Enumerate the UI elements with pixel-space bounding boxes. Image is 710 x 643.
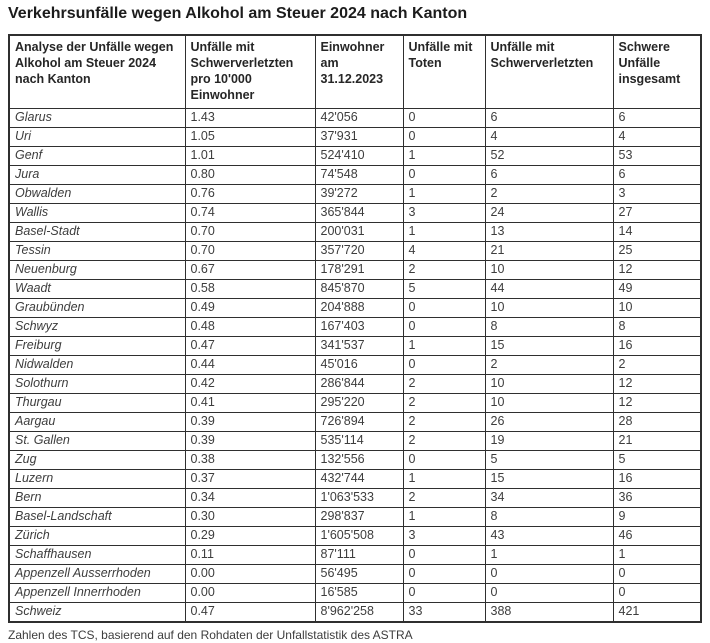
cell-unfaelle-schwerverletzte: 13 [485, 223, 613, 242]
cell-unfaelle-schwerverletzte: 26 [485, 413, 613, 432]
cell-unfaelle-tote: 2 [403, 375, 485, 394]
cell-einwohner: 341'537 [315, 337, 403, 356]
col-header-analyse-kanton: Analyse der Unfälle wegen Alkohol am Steuer 2024 nach Kanton [9, 35, 185, 109]
cell-schwere-unfaelle: 6 [613, 109, 701, 128]
cell-unfaelle-tote: 5 [403, 280, 485, 299]
cell-schwere-unfaelle: 421 [613, 603, 701, 623]
cell-kanton: Zürich [9, 527, 185, 546]
cell-rate-per-10000: 0.11 [185, 546, 315, 565]
cell-unfaelle-schwerverletzte: 10 [485, 261, 613, 280]
cell-einwohner: 726'894 [315, 413, 403, 432]
cell-kanton: Wallis [9, 204, 185, 223]
cell-unfaelle-schwerverletzte: 44 [485, 280, 613, 299]
table-row [9, 337, 701, 356]
cell-schwere-unfaelle: 16 [613, 470, 701, 489]
cell-kanton: Appenzell Ausserrhoden [9, 565, 185, 584]
cell-rate-per-10000: 1.05 [185, 128, 315, 147]
cell-unfaelle-schwerverletzte: 6 [485, 166, 613, 185]
cell-unfaelle-schwerverletzte: 4 [485, 128, 613, 147]
cell-einwohner: 845'870 [315, 280, 403, 299]
cell-unfaelle-tote: 0 [403, 565, 485, 584]
cell-unfaelle-tote: 33 [403, 603, 485, 623]
table-row [9, 242, 701, 261]
cell-unfaelle-tote: 2 [403, 413, 485, 432]
cell-einwohner: 8'962'258 [315, 603, 403, 623]
cell-unfaelle-schwerverletzte: 2 [485, 356, 613, 375]
cell-rate-per-10000: 0.42 [185, 375, 315, 394]
accidents-by-canton-table [8, 34, 702, 623]
cell-schwere-unfaelle: 9 [613, 508, 701, 527]
cell-einwohner: 524'410 [315, 147, 403, 166]
cell-schwere-unfaelle: 53 [613, 147, 701, 166]
cell-rate-per-10000: 0.00 [185, 584, 315, 603]
cell-einwohner: 298'837 [315, 508, 403, 527]
header-row [9, 35, 701, 109]
cell-unfaelle-tote: 1 [403, 337, 485, 356]
cell-unfaelle-tote: 0 [403, 451, 485, 470]
cell-unfaelle-schwerverletzte: 10 [485, 299, 613, 318]
cell-einwohner: 295'220 [315, 394, 403, 413]
cell-schwere-unfaelle: 0 [613, 584, 701, 603]
table-row [9, 204, 701, 223]
cell-unfaelle-schwerverletzte: 0 [485, 584, 613, 603]
cell-rate-per-10000: 0.70 [185, 242, 315, 261]
table-row [9, 280, 701, 299]
table-row [9, 603, 701, 623]
cell-unfaelle-tote: 3 [403, 527, 485, 546]
cell-schwere-unfaelle: 3 [613, 185, 701, 204]
cell-unfaelle-tote: 2 [403, 432, 485, 451]
cell-unfaelle-tote: 0 [403, 356, 485, 375]
cell-schwere-unfaelle: 8 [613, 318, 701, 337]
cell-unfaelle-schwerverletzte: 6 [485, 109, 613, 128]
cell-einwohner: 1'063'533 [315, 489, 403, 508]
cell-kanton: Uri [9, 128, 185, 147]
table-row [9, 128, 701, 147]
cell-kanton: Bern [9, 489, 185, 508]
cell-unfaelle-tote: 1 [403, 185, 485, 204]
cell-kanton: Obwalden [9, 185, 185, 204]
cell-schwere-unfaelle: 12 [613, 375, 701, 394]
cell-kanton: Freiburg [9, 337, 185, 356]
cell-unfaelle-schwerverletzte: 19 [485, 432, 613, 451]
cell-einwohner: 365'844 [315, 204, 403, 223]
cell-einwohner: 200'031 [315, 223, 403, 242]
cell-rate-per-10000: 0.30 [185, 508, 315, 527]
cell-unfaelle-schwerverletzte: 1 [485, 546, 613, 565]
page-title: Verkehrsunfälle wegen Alkohol am Steuer 2024 nach Kanton [8, 5, 468, 22]
cell-kanton: Schweiz [9, 603, 185, 623]
cell-rate-per-10000: 1.01 [185, 147, 315, 166]
cell-unfaelle-tote: 0 [403, 109, 485, 128]
cell-schwere-unfaelle: 1 [613, 546, 701, 565]
table-body [9, 109, 701, 623]
cell-einwohner: 45'016 [315, 356, 403, 375]
cell-unfaelle-schwerverletzte: 15 [485, 470, 613, 489]
table-row [9, 432, 701, 451]
cell-schwere-unfaelle: 28 [613, 413, 701, 432]
cell-einwohner: 74'548 [315, 166, 403, 185]
cell-einwohner: 16'585 [315, 584, 403, 603]
table-row [9, 470, 701, 489]
cell-kanton: Genf [9, 147, 185, 166]
col-header-schwere-unfaelle-insgesamt: Schwere Unfälle insgesamt [613, 35, 701, 109]
cell-einwohner: 204'888 [315, 299, 403, 318]
cell-rate-per-10000: 0.41 [185, 394, 315, 413]
cell-unfaelle-tote: 2 [403, 394, 485, 413]
cell-unfaelle-tote: 0 [403, 299, 485, 318]
cell-schwere-unfaelle: 12 [613, 261, 701, 280]
cell-schwere-unfaelle: 10 [613, 299, 701, 318]
cell-schwere-unfaelle: 12 [613, 394, 701, 413]
cell-unfaelle-schwerverletzte: 34 [485, 489, 613, 508]
cell-rate-per-10000: 0.67 [185, 261, 315, 280]
table-row [9, 223, 701, 242]
cell-kanton: Schwyz [9, 318, 185, 337]
table-row [9, 508, 701, 527]
cell-rate-per-10000: 0.48 [185, 318, 315, 337]
cell-rate-per-10000: 0.76 [185, 185, 315, 204]
cell-kanton: Glarus [9, 109, 185, 128]
cell-unfaelle-tote: 0 [403, 546, 485, 565]
cell-einwohner: 37'931 [315, 128, 403, 147]
cell-rate-per-10000: 0.58 [185, 280, 315, 299]
cell-schwere-unfaelle: 46 [613, 527, 701, 546]
cell-rate-per-10000: 0.74 [185, 204, 315, 223]
table-row [9, 489, 701, 508]
cell-rate-per-10000: 0.47 [185, 603, 315, 623]
table-row [9, 261, 701, 280]
table-row [9, 318, 701, 337]
table-row [9, 413, 701, 432]
cell-unfaelle-schwerverletzte: 8 [485, 318, 613, 337]
cell-unfaelle-tote: 2 [403, 489, 485, 508]
cell-einwohner: 56'495 [315, 565, 403, 584]
cell-kanton: Thurgau [9, 394, 185, 413]
cell-kanton: Graubünden [9, 299, 185, 318]
cell-rate-per-10000: 0.39 [185, 432, 315, 451]
cell-rate-per-10000: 0.44 [185, 356, 315, 375]
cell-kanton: Solothurn [9, 375, 185, 394]
cell-unfaelle-tote: 0 [403, 166, 485, 185]
cell-unfaelle-tote: 0 [403, 584, 485, 603]
cell-einwohner: 286'844 [315, 375, 403, 394]
cell-rate-per-10000: 0.49 [185, 299, 315, 318]
cell-rate-per-10000: 0.38 [185, 451, 315, 470]
table-row [9, 546, 701, 565]
cell-unfaelle-schwerverletzte: 5 [485, 451, 613, 470]
cell-einwohner: 39'272 [315, 185, 403, 204]
cell-schwere-unfaelle: 21 [613, 432, 701, 451]
cell-schwere-unfaelle: 27 [613, 204, 701, 223]
cell-schwere-unfaelle: 14 [613, 223, 701, 242]
cell-unfaelle-schwerverletzte: 15 [485, 337, 613, 356]
table-row [9, 584, 701, 603]
source-note: Zahlen des TCS, basierend auf den Rohdaten der Unfallstatistik des ASTRA [8, 628, 413, 643]
cell-unfaelle-tote: 3 [403, 204, 485, 223]
cell-rate-per-10000: 0.00 [185, 565, 315, 584]
cell-rate-per-10000: 0.29 [185, 527, 315, 546]
table-row [9, 299, 701, 318]
col-header-unfaelle-mit-schwerverletzten: Unfälle mit Schwerverletzten [485, 35, 613, 109]
cell-kanton: Jura [9, 166, 185, 185]
cell-schwere-unfaelle: 4 [613, 128, 701, 147]
cell-rate-per-10000: 0.80 [185, 166, 315, 185]
cell-kanton: Appenzell Innerrhoden [9, 584, 185, 603]
cell-schwere-unfaelle: 5 [613, 451, 701, 470]
cell-unfaelle-tote: 1 [403, 147, 485, 166]
cell-schwere-unfaelle: 49 [613, 280, 701, 299]
cell-einwohner: 42'056 [315, 109, 403, 128]
cell-kanton: Luzern [9, 470, 185, 489]
cell-unfaelle-schwerverletzte: 8 [485, 508, 613, 527]
cell-unfaelle-tote: 4 [403, 242, 485, 261]
cell-kanton: Basel-Stadt [9, 223, 185, 242]
cell-einwohner: 535'114 [315, 432, 403, 451]
cell-unfaelle-schwerverletzte: 21 [485, 242, 613, 261]
table-row [9, 565, 701, 584]
cell-kanton: Schaffhausen [9, 546, 185, 565]
table-row [9, 147, 701, 166]
table-row [9, 185, 701, 204]
cell-unfaelle-schwerverletzte: 52 [485, 147, 613, 166]
cell-kanton: St. Gallen [9, 432, 185, 451]
cell-kanton: Aargau [9, 413, 185, 432]
cell-unfaelle-schwerverletzte: 388 [485, 603, 613, 623]
cell-kanton: Nidwalden [9, 356, 185, 375]
table-row [9, 356, 701, 375]
cell-schwere-unfaelle: 36 [613, 489, 701, 508]
cell-unfaelle-schwerverletzte: 2 [485, 185, 613, 204]
col-header-einwohner: Einwohner am 31.12.2023 [315, 35, 403, 109]
cell-rate-per-10000: 1.43 [185, 109, 315, 128]
table-row [9, 451, 701, 470]
cell-unfaelle-schwerverletzte: 10 [485, 394, 613, 413]
table-row [9, 166, 701, 185]
cell-rate-per-10000: 0.39 [185, 413, 315, 432]
col-header-unfaelle-pro-10000: Unfälle mit Schwerverletzten pro 10'000 Einwohner [185, 35, 315, 109]
cell-einwohner: 87'111 [315, 546, 403, 565]
cell-einwohner: 1'605'508 [315, 527, 403, 546]
cell-schwere-unfaelle: 0 [613, 565, 701, 584]
cell-unfaelle-schwerverletzte: 10 [485, 375, 613, 394]
cell-einwohner: 132'556 [315, 451, 403, 470]
table-row [9, 527, 701, 546]
cell-rate-per-10000: 0.34 [185, 489, 315, 508]
cell-rate-per-10000: 0.37 [185, 470, 315, 489]
cell-einwohner: 167'403 [315, 318, 403, 337]
cell-rate-per-10000: 0.47 [185, 337, 315, 356]
col-header-unfaelle-mit-toten: Unfälle mit Toten [403, 35, 485, 109]
table-row [9, 394, 701, 413]
cell-schwere-unfaelle: 16 [613, 337, 701, 356]
cell-unfaelle-tote: 1 [403, 223, 485, 242]
cell-einwohner: 357'720 [315, 242, 403, 261]
cell-rate-per-10000: 0.70 [185, 223, 315, 242]
cell-einwohner: 178'291 [315, 261, 403, 280]
cell-unfaelle-tote: 1 [403, 470, 485, 489]
cell-unfaelle-schwerverletzte: 43 [485, 527, 613, 546]
cell-schwere-unfaelle: 25 [613, 242, 701, 261]
cell-unfaelle-tote: 0 [403, 318, 485, 337]
cell-unfaelle-tote: 0 [403, 128, 485, 147]
cell-schwere-unfaelle: 2 [613, 356, 701, 375]
cell-kanton: Neuenburg [9, 261, 185, 280]
cell-kanton: Waadt [9, 280, 185, 299]
cell-kanton: Tessin [9, 242, 185, 261]
cell-schwere-unfaelle: 6 [613, 166, 701, 185]
cell-kanton: Basel-Landschaft [9, 508, 185, 527]
cell-einwohner: 432'744 [315, 470, 403, 489]
cell-kanton: Zug [9, 451, 185, 470]
cell-unfaelle-tote: 1 [403, 508, 485, 527]
table-row [9, 109, 701, 128]
cell-unfaelle-schwerverletzte: 0 [485, 565, 613, 584]
cell-unfaelle-schwerverletzte: 24 [485, 204, 613, 223]
cell-unfaelle-tote: 2 [403, 261, 485, 280]
table-row [9, 375, 701, 394]
